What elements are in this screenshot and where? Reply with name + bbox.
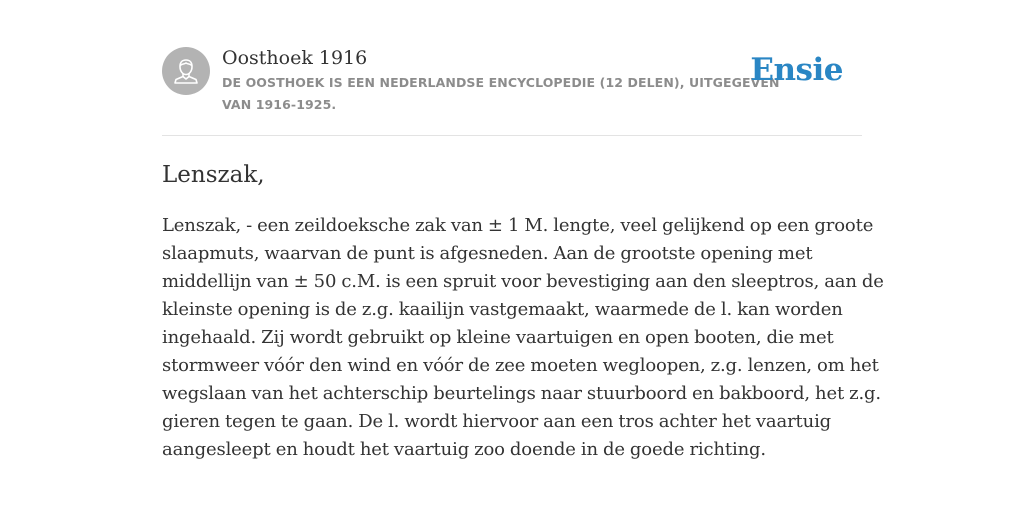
entry-body-line: kleinste opening is de z.g. kaailijn vastgemaakt, waarmede de l. kan worden — [162, 299, 843, 320]
source-description-line: DE OOSTHOEK IS EEN NEDERLANDSE ENCYCLOPEDIE (12 DELEN), UITGEGEVEN — [222, 75, 780, 90]
entry-title: Lenszak, — [162, 162, 265, 188]
source-description-line: VAN 1916-1925. — [222, 97, 337, 112]
entry-body-line: stormweer vóór den wind en vóór de zee moeten wegloopen, z.g. lenzen, om het — [162, 355, 879, 376]
divider — [162, 135, 862, 136]
entry-body-line: ingehaald. Zij wordt gebruikt op kleine vaartuigen en open booten, die met — [162, 327, 834, 348]
user-icon — [162, 47, 210, 95]
entry-body-line: wegslaan van het achterschip beurtelings naar stuurboord en bakboord, het z.g. — [162, 383, 881, 404]
entry-body — [162, 212, 884, 464]
entry-body-line: gieren tegen te gaan. De l. wordt hiervoor aan een tros achter het vaartuig — [162, 411, 832, 432]
ensie-logo[interactable]: Ensie — [750, 52, 843, 88]
entry-body-line: slaapmuts, waarvan de punt is afgesneden. Aan de grootste opening met — [162, 243, 813, 264]
entry-body-line: Lenszak, - een zeildoeksche zak van ± 1 M. lengte, veel gelijkend op een groote — [162, 215, 874, 236]
entry-body-line: aangesleept en houdt het vaartuig zoo doende in de goede richting. — [162, 439, 766, 460]
entry-body-line: middellijn van ± 50 c.M. is een spruit voor bevestiging aan den sleeptros, aan de — [162, 271, 884, 292]
source-name[interactable]: Oosthoek 1916 — [222, 47, 368, 69]
source-header — [162, 44, 862, 134]
source-description — [222, 72, 780, 116]
source-avatar[interactable] — [162, 47, 210, 95]
